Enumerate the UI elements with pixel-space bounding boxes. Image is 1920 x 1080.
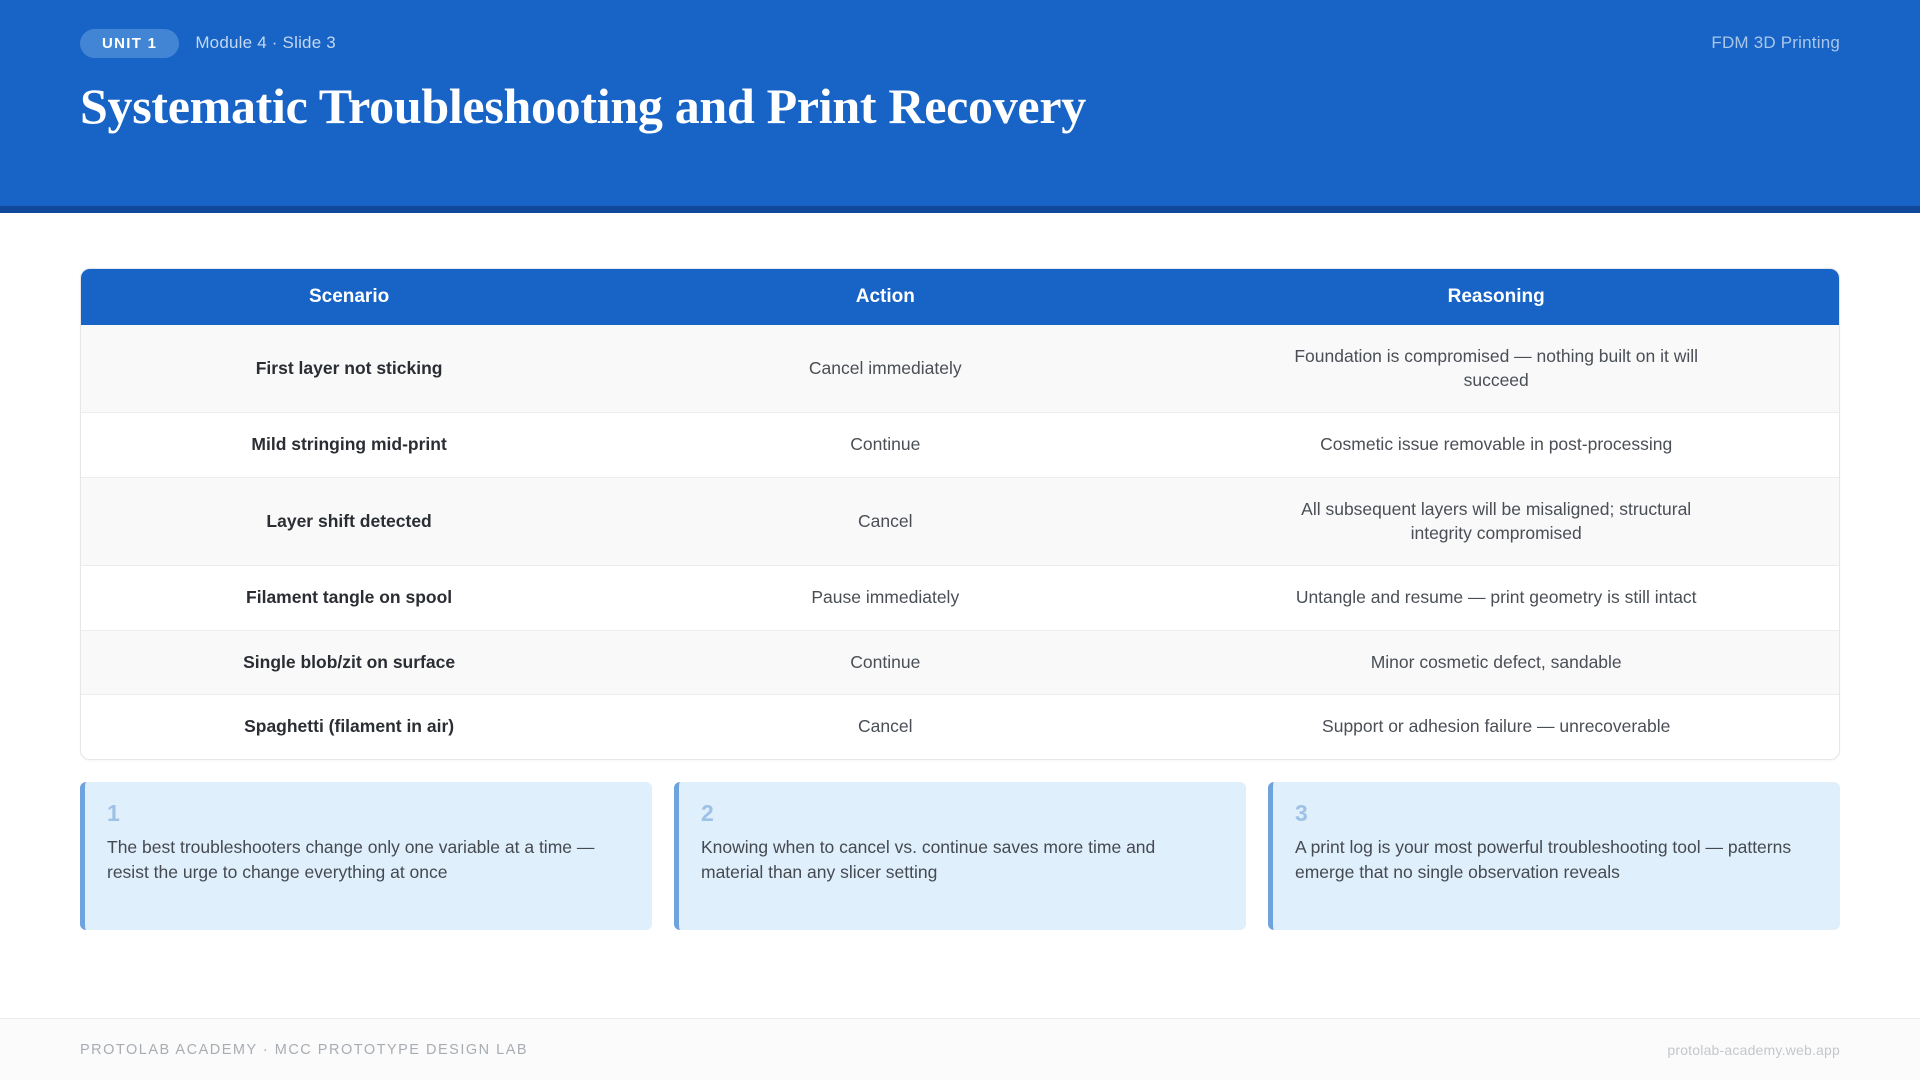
table-body (81, 325, 1839, 759)
takeaway-card-number: 3 (1295, 800, 1308, 826)
takeaway-card (1268, 782, 1840, 930)
course-label: FDM 3D Printing (1711, 33, 1840, 52)
table-row (81, 695, 1839, 759)
cell-scenario: Spaghetti (filament in air) (81, 695, 617, 759)
cell-action: Continue (617, 413, 1153, 478)
header-meta-group (80, 29, 336, 58)
cell-reasoning (1153, 695, 1839, 759)
table-row (81, 413, 1839, 478)
cell-scenario: First layer not sticking (255, 357, 443, 378)
cell-reasoning-tail: succeed (1463, 369, 1529, 390)
column-header-scenario: Scenario (81, 269, 617, 325)
cell-scenario: Mild stringing mid-print (81, 413, 617, 478)
takeaway-card (674, 782, 1246, 930)
takeaway-card (80, 782, 652, 930)
takeaway-cards (80, 782, 1840, 930)
cell-action: Pause immediately (617, 566, 1153, 631)
footer-site-url: protolab-academy.web.app (1667, 1041, 1840, 1058)
slide-footer (0, 1018, 1920, 1080)
table-row (81, 630, 1839, 695)
cell-action: Continue (617, 630, 1153, 695)
takeaway-card-text: The best troubleshooters change only one variable at a time — resist the urge to change everything at once (107, 837, 595, 883)
page-title: Systematic Troubleshooting and Print Recovery (80, 78, 1086, 134)
cell-reasoning (1153, 325, 1839, 413)
takeaway-card-text: A print log is your most powerful troubleshooting tool — patterns emerge that no single observation reveals (1295, 837, 1792, 883)
cell-reasoning-head: Support or adhesion failure — unrecoverable (1322, 716, 1671, 737)
cell-reasoning (1153, 413, 1839, 478)
takeaway-card-text: Knowing when to cancel vs. continue saves more time and material than any slicer setting (701, 837, 1156, 883)
cell-reasoning-head: Cosmetic issue removable in post-processing (1320, 434, 1673, 455)
table-head (81, 269, 1839, 325)
cell-action: Cancel (617, 695, 1153, 759)
takeaway-card-number: 1 (107, 800, 120, 826)
module-slide-label: Module 4 · Slide 3 (195, 33, 336, 52)
footer-organization-label: PROTOLAB ACADEMY · MCC PROTOTYPE DESIGN LAB (80, 1041, 529, 1058)
takeaway-card-number: 2 (701, 800, 714, 826)
cell-reasoning-head: Minor cosmetic defect, sandable (1370, 651, 1622, 672)
decision-matrix-table (81, 269, 1839, 759)
cell-reasoning-head: All subsequent layers will be misaligned; structural (1301, 498, 1692, 519)
cell-reasoning (1153, 630, 1839, 695)
cell-action: Cancel immediately (808, 357, 962, 378)
slide-header (0, 0, 1920, 213)
table-header-row (81, 269, 1839, 325)
header-accent-bar (0, 206, 1920, 213)
header-top-bar (80, 26, 1840, 60)
cell-reasoning-head: Untangle and resume — print geometry is still intact (1295, 587, 1697, 608)
cell-action: Cancel (617, 477, 1153, 565)
cell-scenario: Single blob/zit on surface (81, 630, 617, 695)
decision-matrix-table-wrapper (80, 268, 1840, 760)
cell-reasoning-head: Foundation is compromised — nothing built on it will (1294, 346, 1699, 366)
cell-scenario: Filament tangle on spool (81, 566, 617, 631)
column-header-reasoning: Reasoning (1153, 269, 1839, 325)
cell-reasoning (1153, 477, 1839, 565)
cell-scenario: Layer shift detected (81, 477, 617, 565)
table-row (81, 325, 1839, 413)
table-row (81, 477, 1839, 565)
cell-reasoning-tail: integrity compromised (1410, 522, 1582, 543)
table-row (81, 566, 1839, 631)
cell-reasoning (1153, 566, 1839, 631)
unit-badge: UNIT 1 (80, 29, 179, 58)
slide-body (0, 213, 1920, 1018)
column-header-action: Action (617, 269, 1153, 325)
